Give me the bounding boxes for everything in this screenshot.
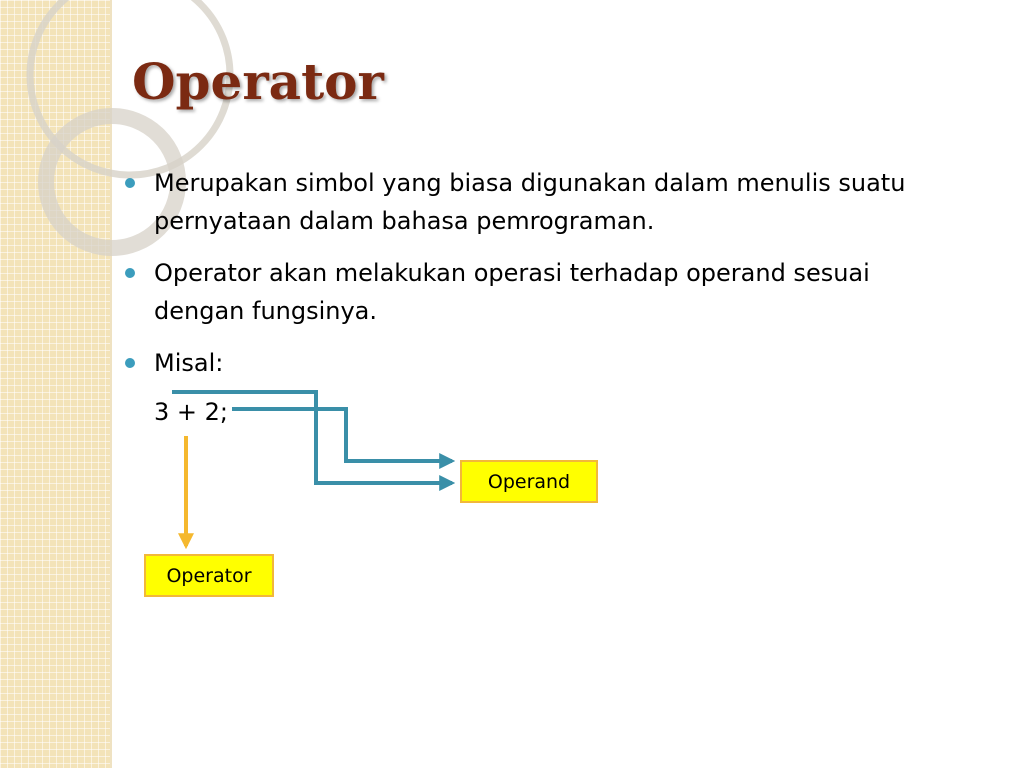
bullet-item	[120, 164, 910, 240]
bullet-text: Operator akan melakukan operasi terhadap operand sesuai dengan fungsinya.	[154, 259, 870, 325]
bullet-dot-icon	[125, 358, 135, 368]
bullet-dot-icon	[125, 178, 135, 188]
bullet-item	[120, 344, 910, 382]
bullet-text: Misal:	[154, 349, 224, 377]
bullet-text: Merupakan simbol yang biasa digunakan dalam menulis suatu pernyataan dalam bahasa pemrograman.	[154, 169, 906, 235]
bullet-dot-icon	[125, 268, 135, 278]
operand-callout: Operand	[460, 460, 598, 503]
slide-title: Operator	[132, 52, 384, 111]
operand-arrow-right	[232, 409, 452, 461]
bullet-list	[120, 164, 910, 396]
operator-callout: Operator	[144, 554, 274, 597]
example-expression: 3 + 2;	[154, 398, 228, 426]
bullet-item	[120, 254, 910, 330]
